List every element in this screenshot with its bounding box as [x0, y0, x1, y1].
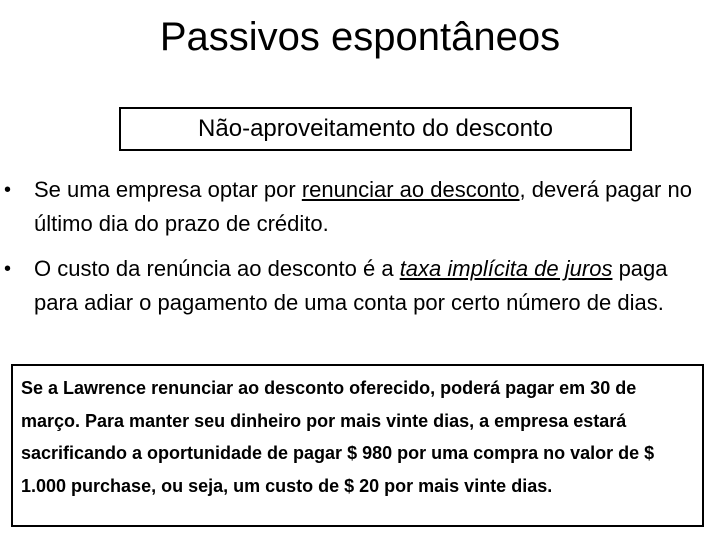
bullet-list — [0, 173, 720, 331]
bullet-dot-icon: • — [4, 179, 12, 201]
bullet-dot-icon: • — [4, 258, 12, 280]
bullet-item — [0, 173, 694, 241]
page-title: Passivos espontâneos — [159, 15, 561, 59]
example-box: Se a Lawrence renunciar ao desconto oferecido, poderá pagar em 30 de março. Para manter seu dinheiro por mais vinte dias, a empresa estará sacrificando a oportunidade de pagar $ 980 por uma compra no valor de $ 1.000 purchase, ou seja, um custo de $ 20 por mais vinte dias. — [11, 364, 704, 527]
subtitle-box: Não-aproveitamento do desconto — [119, 107, 632, 151]
bullet-text-before: Se uma empresa optar por — [34, 177, 302, 202]
bullet-emphasis: renunciar ao desconto — [301, 177, 520, 202]
bullet-text-after: paga para adiar o pagamento de uma conta por certo número de dias. — [34, 256, 668, 315]
bullet-item — [0, 252, 694, 320]
bullet-emphasis: taxa implícita de juros — [399, 256, 613, 281]
bullet-text-after: , deverá pagar no último dia do prazo de crédito. — [34, 177, 692, 236]
bullet-text-before: O custo da renúncia ao desconto é a — [34, 256, 400, 281]
